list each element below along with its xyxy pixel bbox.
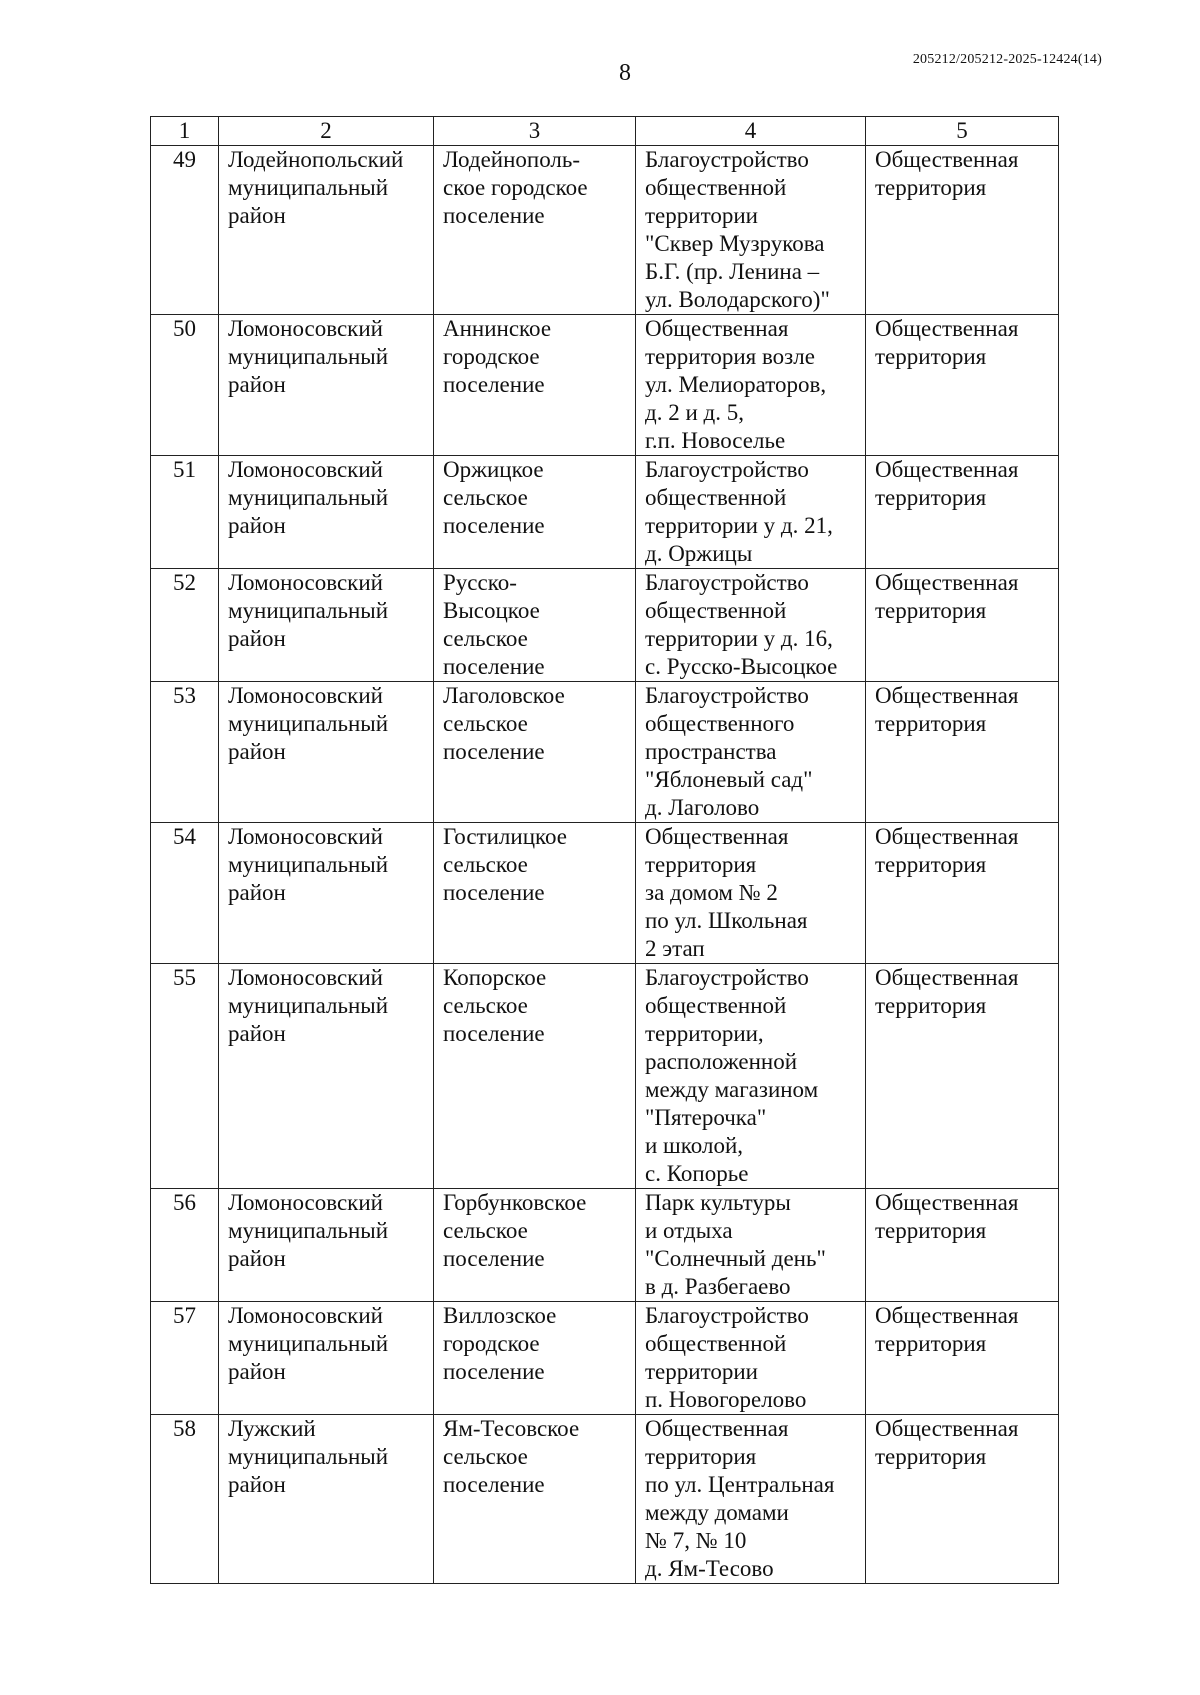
cell-text-line: Благоустройство [645, 965, 809, 990]
cell-text-line: муниципальный [228, 485, 389, 510]
object-cell [636, 569, 866, 682]
row-number: 52 [151, 569, 219, 682]
page-number: 8 [619, 60, 631, 86]
cell-text-line: Лужский [228, 1416, 316, 1441]
district-cell [219, 823, 434, 964]
cell-text-line: Ломоносовский [228, 457, 383, 482]
cell-text-line: Ломоносовский [228, 683, 383, 708]
row-number: 56 [151, 1189, 219, 1302]
table-row [151, 146, 1059, 315]
cell-text-line: поселение [443, 1472, 545, 1497]
cell-text-line: Лаголовское [443, 683, 565, 708]
cell-text-line: территория [875, 993, 987, 1018]
cell-text-line: территория возле [645, 344, 815, 369]
row-number: 50 [151, 315, 219, 456]
cell-text-line: "Яблоневый сад" [645, 767, 813, 792]
settlement-cell [434, 315, 636, 456]
district-cell [219, 1189, 434, 1302]
table-row [151, 964, 1059, 1189]
cell-text-line: Общественная [875, 570, 1019, 595]
district-cell [219, 456, 434, 569]
cell-text-line: территории у д. 21, [645, 513, 833, 538]
territory-type-cell [866, 456, 1059, 569]
cell-text-line: поселение [443, 654, 545, 679]
document-id: 205212/205212-2025-12424(14) [912, 52, 1102, 67]
cell-text-line: район [228, 1472, 286, 1497]
row-number: 58 [151, 1415, 219, 1584]
settlement-cell [434, 823, 636, 964]
cell-text-line: территории [645, 203, 758, 228]
cell-text-line: муниципальный [228, 852, 389, 877]
cell-text-line: территория [875, 1218, 987, 1243]
cell-text-line: Общественная [875, 965, 1019, 990]
cell-text-line: с. Копорье [645, 1161, 749, 1186]
cell-text-line: территория [875, 711, 987, 736]
cell-text-line: г.п. Новоселье [645, 428, 786, 453]
cell-text-line: Ломоносовский [228, 824, 383, 849]
cell-text-line: Гостилицкое [443, 824, 568, 849]
cell-text-line: за домом № 2 [645, 880, 778, 905]
cell-text-line: Парк культуры [645, 1190, 791, 1215]
cell-text-line: Общественная [875, 457, 1019, 482]
cell-text-line: 2 этап [645, 936, 705, 961]
cell-text-line: "Солнечный день" [645, 1246, 826, 1271]
cell-text-line: Общественная [645, 1416, 789, 1441]
cell-text-line: Общественная [875, 824, 1019, 849]
object-cell [636, 1189, 866, 1302]
cell-text-line: сельское [443, 485, 528, 510]
cell-text-line: сельское [443, 626, 528, 651]
cell-text-line: с. Русско-Высоцкое [645, 654, 838, 679]
cell-text-line: район [228, 880, 286, 905]
cell-text-line: поселение [443, 1246, 545, 1271]
territory-type-cell [866, 964, 1059, 1189]
cell-text-line: сельское [443, 1444, 528, 1469]
cell-text-line: Аннинское [443, 316, 552, 341]
district-cell [219, 146, 434, 315]
cell-text-line: район [228, 513, 286, 538]
object-cell [636, 1302, 866, 1415]
cell-text-line: Ломоносовский [228, 1303, 383, 1328]
settlement-cell [434, 456, 636, 569]
cell-text-line: поселение [443, 1021, 545, 1046]
row-number: 55 [151, 964, 219, 1189]
cell-text-line: территория [875, 852, 987, 877]
table-row [151, 456, 1059, 569]
cell-text-line: Общественная [875, 1303, 1019, 1328]
district-cell [219, 682, 434, 823]
cell-text-line: Благоустройство [645, 683, 809, 708]
cell-text-line: общественного [645, 711, 795, 736]
territory-type-cell [866, 1302, 1059, 1415]
row-number: 53 [151, 682, 219, 823]
cell-text-line: район [228, 1021, 286, 1046]
column-header: 2 [219, 117, 434, 146]
cell-text-line: Горбунковское [443, 1190, 587, 1215]
cell-text-line: Ям-Тесовское [443, 1416, 580, 1441]
cell-text-line: муниципальный [228, 598, 389, 623]
district-cell [219, 315, 434, 456]
cell-text-line: район [228, 739, 286, 764]
object-cell [636, 964, 866, 1189]
cell-text-line: территория [875, 485, 987, 510]
cell-text-line: по ул. Центральная [645, 1472, 835, 1497]
cell-text-line: Общественная [645, 316, 789, 341]
table-row [151, 682, 1059, 823]
cell-text-line: между магазином [645, 1077, 819, 1102]
cell-text-line: муниципальный [228, 1331, 389, 1356]
cell-text-line: муниципальный [228, 993, 389, 1018]
territory-type-cell [866, 569, 1059, 682]
cell-text-line: Общественная [645, 824, 789, 849]
cell-text-line: и школой, [645, 1133, 744, 1158]
cell-text-line: территории, [645, 1021, 764, 1046]
table-row [151, 1189, 1059, 1302]
cell-text-line: муниципальный [228, 1218, 389, 1243]
cell-text-line: территории [645, 1359, 758, 1384]
registry-table [150, 116, 1059, 1584]
column-header: 3 [434, 117, 636, 146]
cell-text-line: район [228, 1246, 286, 1271]
cell-text-line: Ломоносовский [228, 570, 383, 595]
cell-text-line: Копорское [443, 965, 547, 990]
cell-text-line: поселение [443, 513, 545, 538]
cell-text-line: д. Лаголово [645, 795, 760, 820]
cell-text-line: ул. Мелиораторов, [645, 372, 827, 397]
cell-text-line: поселение [443, 1359, 545, 1384]
cell-text-line: общественной [645, 598, 787, 623]
district-cell [219, 1302, 434, 1415]
settlement-cell [434, 964, 636, 1189]
object-cell [636, 146, 866, 315]
cell-text-line: муниципальный [228, 175, 389, 200]
district-cell [219, 964, 434, 1189]
cell-text-line: ул. Володарского)" [645, 287, 830, 312]
cell-text-line: по ул. Школьная [645, 908, 808, 933]
cell-text-line: территория [645, 852, 757, 877]
territory-type-cell [866, 682, 1059, 823]
cell-text-line: Благоустройство [645, 147, 809, 172]
cell-text-line: муниципальный [228, 711, 389, 736]
cell-text-line: общественной [645, 993, 787, 1018]
cell-text-line: территория [875, 175, 987, 200]
cell-text-line: Лодейнополь- [443, 147, 581, 172]
cell-text-line: общественной [645, 175, 787, 200]
cell-text-line: Общественная [875, 1416, 1019, 1441]
cell-text-line: д. Оржицы [645, 541, 753, 566]
cell-text-line: в д. Разбегаево [645, 1274, 791, 1299]
cell-text-line: муниципальный [228, 1444, 389, 1469]
column-header: 4 [636, 117, 866, 146]
cell-text-line: территория [875, 344, 987, 369]
cell-text-line: и отдыха [645, 1218, 733, 1243]
column-header: 5 [866, 117, 1059, 146]
territory-type-cell [866, 315, 1059, 456]
row-number: 57 [151, 1302, 219, 1415]
cell-text-line: Общественная [875, 1190, 1019, 1215]
cell-text-line: общественной [645, 485, 787, 510]
table-header-row [151, 117, 1059, 146]
cell-text-line: Высоцкое [443, 598, 540, 623]
cell-text-line: Ломоносовский [228, 1190, 383, 1215]
object-cell [636, 315, 866, 456]
row-number: 54 [151, 823, 219, 964]
cell-text-line: поселение [443, 203, 545, 228]
territory-type-cell [866, 1189, 1059, 1302]
cell-text-line: Ломоносовский [228, 316, 383, 341]
table-row [151, 1415, 1059, 1584]
cell-text-line: п. Новогорелово [645, 1387, 807, 1412]
cell-text-line: Оржицкое [443, 457, 544, 482]
cell-text-line: Русско- [443, 570, 517, 595]
cell-text-line: пространства [645, 739, 777, 764]
cell-text-line: Благоустройство [645, 570, 809, 595]
cell-text-line: расположенной [645, 1049, 798, 1074]
cell-text-line: "Пятерочка" [645, 1105, 767, 1130]
cell-text-line: район [228, 372, 286, 397]
cell-text-line: общественной [645, 1331, 787, 1356]
settlement-cell [434, 682, 636, 823]
settlement-cell [434, 146, 636, 315]
settlement-cell [434, 569, 636, 682]
settlement-cell [434, 1415, 636, 1584]
cell-text-line: территории у д. 16, [645, 626, 833, 651]
cell-text-line: ское городское [443, 175, 588, 200]
cell-text-line: между домами [645, 1500, 789, 1525]
cell-text-line: поселение [443, 880, 545, 905]
settlement-cell [434, 1189, 636, 1302]
cell-text-line: сельское [443, 711, 528, 736]
object-cell [636, 682, 866, 823]
territory-type-cell [866, 1415, 1059, 1584]
table-row [151, 823, 1059, 964]
cell-text-line: сельское [443, 1218, 528, 1243]
row-number: 51 [151, 456, 219, 569]
cell-text-line: район [228, 1359, 286, 1384]
territory-type-cell [866, 146, 1059, 315]
cell-text-line: сельское [443, 852, 528, 877]
cell-text-line: муниципальный [228, 344, 389, 369]
settlement-cell [434, 1302, 636, 1415]
cell-text-line: Благоустройство [645, 457, 809, 482]
cell-text-line: Благоустройство [645, 1303, 809, 1328]
column-header: 1 [151, 117, 219, 146]
cell-text-line: территория [875, 1331, 987, 1356]
cell-text-line: Б.Г. (пр. Ленина – [645, 259, 820, 284]
cell-text-line: Общественная [875, 683, 1019, 708]
district-cell [219, 1415, 434, 1584]
cell-text-line: Общественная [875, 147, 1019, 172]
cell-text-line: "Сквер Музрукова [645, 231, 825, 256]
cell-text-line: Лодейнопольский [228, 147, 404, 172]
cell-text-line: территория [875, 598, 987, 623]
cell-text-line: сельское [443, 993, 528, 1018]
cell-text-line: территория [875, 1444, 987, 1469]
cell-text-line: № 7, № 10 [645, 1528, 747, 1553]
cell-text-line: Виллозское [443, 1303, 557, 1328]
cell-text-line: район [228, 626, 286, 651]
cell-text-line: район [228, 203, 286, 228]
territory-type-cell [866, 823, 1059, 964]
table-row [151, 1302, 1059, 1415]
cell-text-line: территория [645, 1444, 757, 1469]
cell-text-line: д. 2 и д. 5, [645, 400, 744, 425]
object-cell [636, 456, 866, 569]
row-number: 49 [151, 146, 219, 315]
cell-text-line: Ломоносовский [228, 965, 383, 990]
table-row [151, 315, 1059, 456]
cell-text-line: городское [443, 344, 540, 369]
district-cell [219, 569, 434, 682]
cell-text-line: Общественная [875, 316, 1019, 341]
object-cell [636, 1415, 866, 1584]
table-row [151, 569, 1059, 682]
cell-text-line: д. Ям-Тесово [645, 1556, 774, 1581]
cell-text-line: поселение [443, 372, 545, 397]
object-cell [636, 823, 866, 964]
cell-text-line: городское [443, 1331, 540, 1356]
cell-text-line: поселение [443, 739, 545, 764]
